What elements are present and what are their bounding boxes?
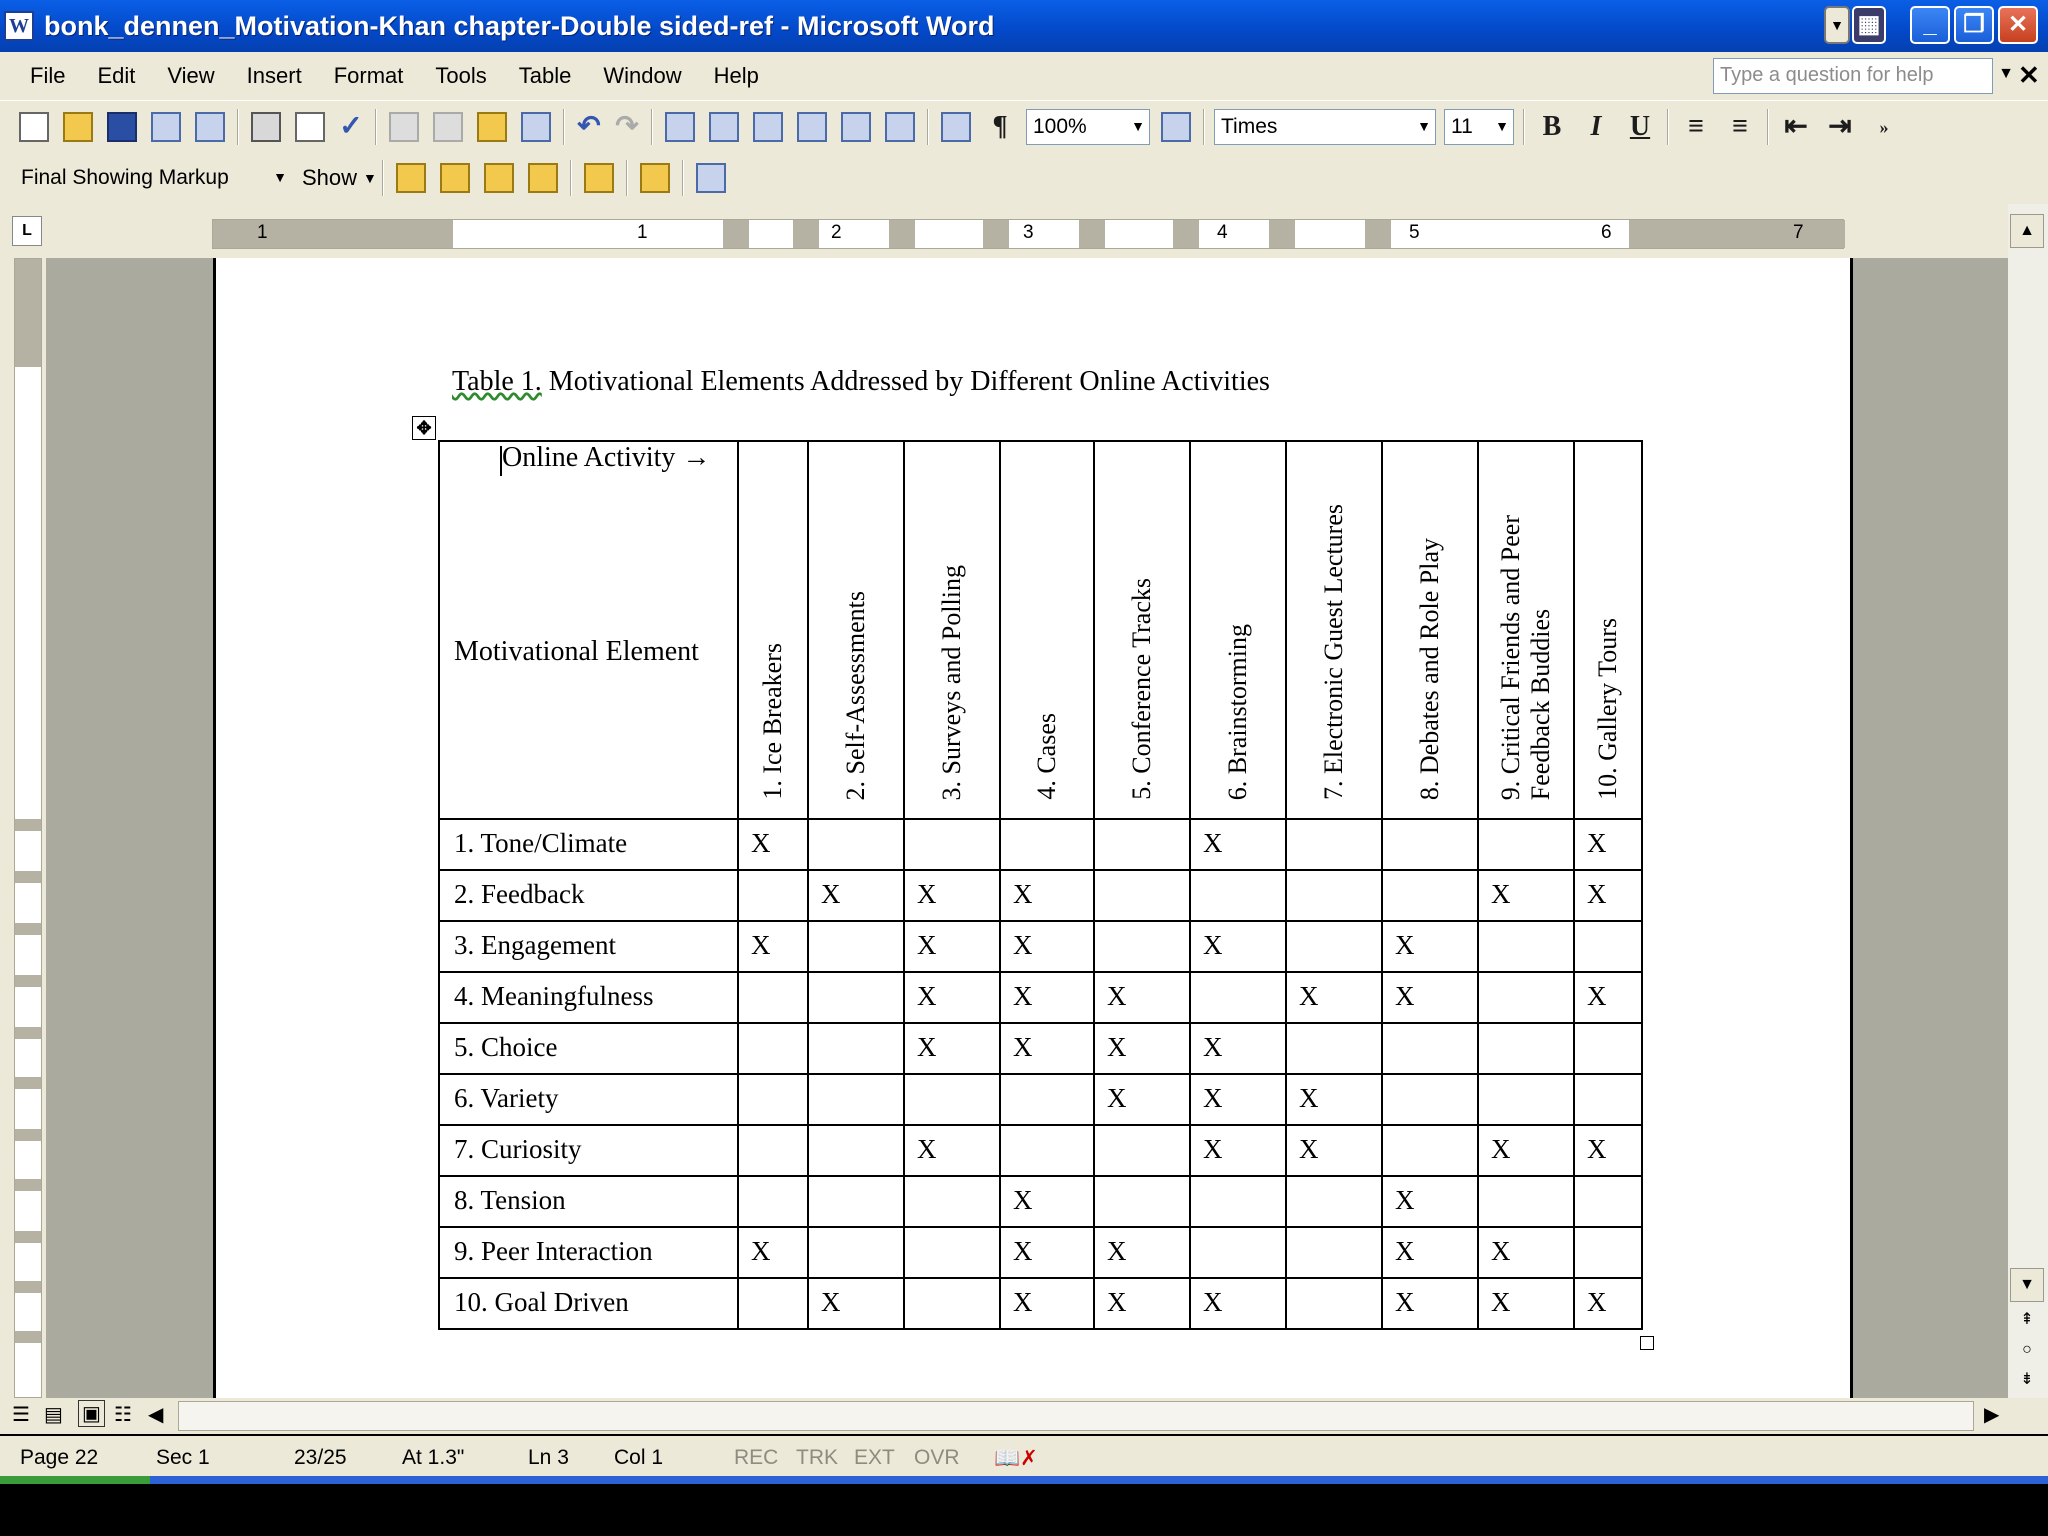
mark-cell[interactable] bbox=[904, 819, 1000, 870]
web-layout-icon[interactable]: ▤ bbox=[44, 1404, 63, 1426]
mark-cell[interactable] bbox=[808, 1074, 904, 1125]
activity-header[interactable] bbox=[738, 441, 808, 819]
mark-cell[interactable] bbox=[1478, 1074, 1574, 1125]
mark-cell[interactable]: X bbox=[1190, 1278, 1286, 1329]
activity-header[interactable] bbox=[1094, 441, 1190, 819]
activity-label: 9. Critical Friends and Peer Feedback Buddies bbox=[1496, 514, 1555, 800]
mark-cell[interactable]: X bbox=[1190, 1125, 1286, 1176]
table-row bbox=[439, 1278, 1642, 1329]
mark-cell[interactable] bbox=[1574, 1227, 1642, 1278]
spelling-icon[interactable]: ✓ bbox=[339, 109, 363, 141]
activity-header[interactable] bbox=[1286, 441, 1382, 819]
element-label[interactable]: 8. Tension bbox=[439, 1176, 738, 1227]
mark-cell[interactable]: X bbox=[1000, 1176, 1094, 1227]
mark-cell[interactable] bbox=[904, 1227, 1000, 1278]
vertical-ruler[interactable] bbox=[0, 258, 46, 1398]
menu-format[interactable]: Format bbox=[333, 63, 404, 88]
ruler-number: 6 bbox=[1601, 222, 1612, 243]
mark-cell[interactable] bbox=[808, 972, 904, 1023]
table-row bbox=[439, 921, 1642, 972]
align-left-icon[interactable]: ≡ bbox=[1688, 110, 1704, 142]
align-center-icon[interactable]: ≡ bbox=[1732, 110, 1748, 142]
ruler-number: 3 bbox=[1023, 222, 1034, 243]
mark-cell[interactable] bbox=[1574, 921, 1642, 972]
show-hide-icon[interactable]: ¶ bbox=[992, 110, 1008, 142]
mark-cell[interactable]: X bbox=[1000, 1278, 1094, 1329]
mark-cell[interactable] bbox=[1094, 1125, 1190, 1176]
mark-cell[interactable] bbox=[1286, 870, 1382, 921]
mark-cell[interactable] bbox=[1478, 1176, 1574, 1227]
mark-cell[interactable] bbox=[1574, 1176, 1642, 1227]
taskbar-strip bbox=[0, 1476, 2048, 1484]
cut-icon[interactable] bbox=[389, 112, 419, 142]
mark-cell[interactable] bbox=[904, 1176, 1000, 1227]
reviewing-pane-icon[interactable] bbox=[696, 163, 726, 193]
print-preview-icon[interactable] bbox=[295, 112, 325, 142]
mark-cell[interactable]: X bbox=[904, 921, 1000, 972]
activity-header[interactable] bbox=[1478, 441, 1574, 819]
ruler-number: 1 bbox=[637, 222, 648, 243]
toolbar-options-icon[interactable]: » bbox=[1879, 116, 1889, 137]
horizontal-scrollbar-area bbox=[0, 1398, 2048, 1434]
mark-cell[interactable] bbox=[738, 1125, 808, 1176]
mark-cell[interactable] bbox=[738, 1278, 808, 1329]
mark-cell[interactable] bbox=[1094, 870, 1190, 921]
track-changes-icon[interactable] bbox=[640, 163, 670, 193]
mark-cell[interactable]: X bbox=[1286, 1074, 1382, 1125]
minimize-button[interactable]: _ bbox=[1910, 6, 1950, 44]
activity-header[interactable] bbox=[1382, 441, 1478, 819]
mark-cell[interactable]: X bbox=[1190, 1023, 1286, 1074]
activity-label: 1. Ice Breakers bbox=[758, 643, 787, 800]
status-rec[interactable]: REC bbox=[734, 1446, 779, 1469]
mark-cell[interactable]: X bbox=[1000, 972, 1094, 1023]
mark-cell[interactable] bbox=[1094, 819, 1190, 870]
mark-cell[interactable]: X bbox=[1190, 1074, 1286, 1125]
scroll-up-icon[interactable]: ▲ bbox=[2010, 214, 2044, 248]
status-line: Ln 3 bbox=[528, 1446, 569, 1469]
mark-cell[interactable]: X bbox=[1574, 1125, 1642, 1176]
menu-insert[interactable]: Insert bbox=[246, 63, 302, 88]
mark-cell[interactable] bbox=[904, 1074, 1000, 1125]
mark-cell[interactable] bbox=[808, 1125, 904, 1176]
mark-cell[interactable]: X bbox=[1478, 870, 1574, 921]
mark-cell[interactable]: X bbox=[1000, 1023, 1094, 1074]
new-document-icon[interactable] bbox=[19, 112, 49, 142]
mark-cell[interactable] bbox=[1190, 1227, 1286, 1278]
menu-edit[interactable]: Edit bbox=[97, 63, 136, 88]
paste-icon[interactable] bbox=[477, 112, 507, 142]
activity-header[interactable] bbox=[1190, 441, 1286, 819]
ruler-number: 7 bbox=[1793, 222, 1804, 243]
mark-cell[interactable]: X bbox=[1574, 870, 1642, 921]
table-row bbox=[439, 1176, 1642, 1227]
element-label[interactable]: 1. Tone/Climate bbox=[439, 819, 738, 870]
mark-cell[interactable] bbox=[738, 870, 808, 921]
format-painter-icon[interactable] bbox=[521, 112, 551, 142]
motivation-table bbox=[438, 440, 1643, 1330]
mark-cell[interactable] bbox=[738, 1023, 808, 1074]
font-size-value: 11 bbox=[1451, 114, 1473, 138]
status-bar bbox=[0, 1436, 2048, 1480]
undo-icon[interactable]: ↶ bbox=[577, 109, 601, 141]
mark-cell[interactable]: X bbox=[904, 1023, 1000, 1074]
mark-cell[interactable]: X bbox=[1190, 819, 1286, 870]
mark-cell[interactable] bbox=[1190, 1176, 1286, 1227]
mark-cell[interactable] bbox=[904, 1278, 1000, 1329]
mark-cell[interactable]: X bbox=[808, 1278, 904, 1329]
mark-cell[interactable]: X bbox=[1094, 1074, 1190, 1125]
chevron-down-icon: ▼ bbox=[1131, 117, 1145, 134]
mark-cell[interactable]: X bbox=[738, 1227, 808, 1278]
mark-cell[interactable] bbox=[1094, 1176, 1190, 1227]
standard-toolbar bbox=[0, 100, 2048, 152]
activity-label: 2. Self-Assessments bbox=[841, 590, 870, 800]
reviewing-toolbar bbox=[0, 152, 2048, 204]
mark-cell[interactable]: X bbox=[1382, 1227, 1478, 1278]
activity-label: 4. Cases bbox=[1032, 713, 1061, 800]
mark-cell[interactable]: X bbox=[1000, 921, 1094, 972]
columns-icon[interactable] bbox=[841, 112, 871, 142]
help-search-input[interactable] bbox=[1713, 58, 2014, 94]
mark-cell[interactable] bbox=[1574, 1023, 1642, 1074]
mark-cell[interactable]: X bbox=[808, 870, 904, 921]
chevron-down-icon: ▼ bbox=[1417, 117, 1431, 134]
mark-cell[interactable]: X bbox=[1574, 819, 1642, 870]
browse-object-icon[interactable]: ○ bbox=[2022, 1341, 2032, 1358]
activity-label: 3. Surveys and Polling bbox=[937, 564, 966, 800]
language-dropdown-icon[interactable]: ▼ bbox=[1824, 6, 1850, 44]
caption-prefix: Table 1. bbox=[452, 366, 542, 397]
status-at: At 1.3" bbox=[402, 1446, 465, 1469]
outline-view-icon[interactable]: ☷ bbox=[114, 1404, 132, 1426]
close-document-icon[interactable]: ✕ bbox=[2018, 60, 2040, 90]
mark-cell[interactable] bbox=[738, 1176, 808, 1227]
mark-cell[interactable] bbox=[1094, 921, 1190, 972]
mark-cell[interactable] bbox=[1286, 1023, 1382, 1074]
scroll-left-icon[interactable]: ◀ bbox=[148, 1404, 164, 1426]
email-icon[interactable] bbox=[195, 112, 225, 142]
mark-cell[interactable]: X bbox=[1000, 1227, 1094, 1278]
mark-cell[interactable] bbox=[1574, 1074, 1642, 1125]
table-row bbox=[439, 1074, 1642, 1125]
element-label[interactable]: 9. Peer Interaction bbox=[439, 1227, 738, 1278]
italic-button[interactable]: I bbox=[1590, 110, 1602, 142]
motivational-element-label: Motivational Element bbox=[454, 636, 699, 667]
font-size-select[interactable] bbox=[1444, 109, 1514, 145]
mark-cell[interactable]: X bbox=[1286, 1125, 1382, 1176]
mark-cell[interactable] bbox=[1190, 972, 1286, 1023]
mark-cell[interactable]: X bbox=[1478, 1125, 1574, 1176]
menu-help[interactable]: Help bbox=[713, 63, 759, 88]
display-for-review-value: Final Showing Markup bbox=[21, 166, 229, 189]
menu-table[interactable]: Table bbox=[518, 63, 572, 88]
chevron-down-icon: ▼ bbox=[273, 169, 287, 185]
mark-cell[interactable] bbox=[738, 972, 808, 1023]
font-select[interactable] bbox=[1214, 109, 1436, 145]
mark-cell[interactable]: X bbox=[1478, 1227, 1574, 1278]
mark-cell[interactable] bbox=[808, 1023, 904, 1074]
status-ext[interactable]: EXT bbox=[854, 1446, 895, 1469]
table-row bbox=[439, 972, 1642, 1023]
mark-cell[interactable] bbox=[1382, 870, 1478, 921]
restore-button[interactable]: ❐ bbox=[1954, 6, 1994, 44]
ruler-number: 5 bbox=[1409, 222, 1420, 243]
tab-selector[interactable]: L bbox=[12, 216, 42, 246]
show-menu-button[interactable]: Show bbox=[302, 165, 358, 190]
language-bar-icon[interactable]: ▦ bbox=[1852, 6, 1886, 44]
status-section: Sec 1 bbox=[156, 1446, 210, 1469]
mark-cell[interactable]: X bbox=[1094, 1278, 1190, 1329]
open-icon[interactable] bbox=[63, 112, 93, 142]
mark-cell[interactable]: X bbox=[1478, 1278, 1574, 1329]
title-bar bbox=[0, 0, 2048, 52]
mark-cell[interactable]: X bbox=[1000, 870, 1094, 921]
element-label[interactable]: 2. Feedback bbox=[439, 870, 738, 921]
caption-text: Motivational Elements Addressed by Different Online Activities bbox=[548, 366, 1270, 397]
close-button[interactable]: ✕ bbox=[1998, 6, 2038, 44]
print-layout-icon[interactable]: ▣ bbox=[78, 1400, 105, 1427]
mark-cell[interactable] bbox=[808, 1227, 904, 1278]
mark-cell[interactable] bbox=[808, 1176, 904, 1227]
element-label[interactable]: 3. Engagement bbox=[439, 921, 738, 972]
menu-file[interactable]: File bbox=[30, 63, 66, 88]
status-column: Col 1 bbox=[614, 1446, 664, 1469]
next-change-icon[interactable] bbox=[440, 163, 470, 193]
table-row bbox=[439, 1023, 1642, 1074]
activity-header[interactable] bbox=[1574, 441, 1642, 819]
redo-icon[interactable]: ↷ bbox=[615, 109, 639, 141]
status-page: Page 22 bbox=[20, 1446, 99, 1469]
mark-cell[interactable] bbox=[1382, 819, 1478, 870]
help-icon[interactable] bbox=[1161, 112, 1191, 142]
insert-table-icon[interactable] bbox=[753, 112, 783, 142]
accept-change-icon[interactable] bbox=[484, 163, 514, 193]
document-map-icon[interactable] bbox=[941, 112, 971, 142]
mark-cell[interactable] bbox=[1190, 870, 1286, 921]
mark-cell[interactable] bbox=[738, 1074, 808, 1125]
horizontal-scroll-track[interactable] bbox=[178, 1401, 1974, 1431]
activity-header[interactable] bbox=[808, 441, 904, 819]
menu-window[interactable]: Window bbox=[603, 63, 682, 88]
copy-icon[interactable] bbox=[433, 112, 463, 142]
mark-cell[interactable]: X bbox=[1382, 921, 1478, 972]
activity-header[interactable] bbox=[904, 441, 1000, 819]
activity-label: 8. Debates and Role Play bbox=[1415, 537, 1444, 800]
decrease-indent-icon[interactable]: ⇤ bbox=[1784, 110, 1808, 142]
zoom-value: 100% bbox=[1033, 114, 1087, 138]
menu-tools[interactable]: Tools bbox=[435, 63, 487, 88]
vertical-scrollbar[interactable] bbox=[2008, 204, 2048, 1398]
drawing-icon[interactable] bbox=[885, 112, 915, 142]
table-move-handle-icon[interactable]: ✥ bbox=[412, 416, 436, 440]
status-trk[interactable]: TRK bbox=[796, 1446, 838, 1469]
table-row bbox=[439, 1125, 1642, 1176]
normal-view-icon[interactable]: ☰ bbox=[12, 1404, 30, 1426]
ruler-number: 1 bbox=[257, 222, 268, 243]
mark-cell[interactable]: X bbox=[1094, 1227, 1190, 1278]
element-label[interactable]: 4. Meaningfulness bbox=[439, 972, 738, 1023]
underline-button[interactable]: U bbox=[1629, 110, 1651, 142]
mark-cell[interactable]: X bbox=[1574, 1278, 1642, 1329]
word-app-icon[interactable]: W bbox=[4, 11, 34, 41]
activity-label: 6. Brainstorming bbox=[1223, 623, 1252, 800]
table-row bbox=[439, 1227, 1642, 1278]
mark-cell[interactable] bbox=[1286, 1278, 1382, 1329]
mark-cell[interactable]: X bbox=[1094, 972, 1190, 1023]
window-title: bonk_dennen_Motivation-Khan chapter-Double sided-ref - Microsoft Word bbox=[44, 10, 995, 41]
zoom-select[interactable] bbox=[1026, 109, 1150, 145]
horizontal-ruler[interactable] bbox=[0, 204, 2048, 258]
activity-label: 7. Electronic Guest Lectures bbox=[1319, 504, 1348, 800]
mark-cell[interactable] bbox=[1478, 819, 1574, 870]
mark-cell[interactable] bbox=[1478, 972, 1574, 1023]
corner-header-cell[interactable] bbox=[439, 441, 738, 819]
mark-cell[interactable]: X bbox=[904, 1125, 1000, 1176]
mark-cell[interactable] bbox=[1286, 1227, 1382, 1278]
permission-icon[interactable] bbox=[151, 112, 181, 142]
table-caption bbox=[452, 366, 1270, 398]
chevron-down-icon[interactable]: ▼ bbox=[363, 170, 377, 186]
hyperlink-icon[interactable] bbox=[665, 112, 695, 142]
mark-cell[interactable]: X bbox=[1094, 1023, 1190, 1074]
mark-cell[interactable] bbox=[1000, 1125, 1094, 1176]
mark-cell[interactable] bbox=[808, 921, 904, 972]
menu-view[interactable]: View bbox=[167, 63, 215, 88]
next-page-icon[interactable]: ⇟ bbox=[2020, 1371, 2034, 1388]
mark-cell[interactable]: X bbox=[1574, 972, 1642, 1023]
scroll-right-icon[interactable]: ▶ bbox=[1984, 1404, 2000, 1426]
font-value: Times bbox=[1221, 114, 1278, 138]
mark-cell[interactable] bbox=[1478, 1023, 1574, 1074]
table-resize-handle[interactable] bbox=[1640, 1336, 1654, 1350]
ruler-number: 4 bbox=[1217, 222, 1228, 243]
mark-cell[interactable] bbox=[808, 819, 904, 870]
status-page-count: 23/25 bbox=[294, 1446, 347, 1469]
element-label[interactable]: 7. Curiosity bbox=[439, 1125, 738, 1176]
table-row bbox=[439, 819, 1642, 870]
previous-change-icon[interactable] bbox=[396, 163, 426, 193]
mark-cell[interactable]: X bbox=[1286, 972, 1382, 1023]
chevron-down-icon[interactable]: ▼ bbox=[1998, 65, 2014, 82]
increase-indent-icon[interactable]: ⇥ bbox=[1828, 110, 1852, 142]
print-icon[interactable] bbox=[251, 112, 281, 142]
tables-borders-icon[interactable] bbox=[709, 112, 739, 142]
save-icon[interactable] bbox=[107, 112, 137, 142]
insert-comment-icon[interactable] bbox=[584, 163, 614, 193]
activity-label: 10. Gallery Tours bbox=[1593, 618, 1622, 800]
mark-cell[interactable]: X bbox=[904, 972, 1000, 1023]
mark-cell[interactable] bbox=[1000, 1074, 1094, 1125]
mark-cell[interactable]: X bbox=[1382, 1176, 1478, 1227]
element-label[interactable]: 5. Choice bbox=[439, 1023, 738, 1074]
online-activity-label: Online Activity → bbox=[502, 442, 711, 473]
element-label[interactable]: 6. Variety bbox=[439, 1074, 738, 1125]
status-ovr[interactable]: OVR bbox=[914, 1446, 960, 1469]
mark-cell[interactable]: X bbox=[1382, 972, 1478, 1023]
reject-change-icon[interactable] bbox=[528, 163, 558, 193]
insert-excel-icon[interactable] bbox=[797, 112, 827, 142]
mark-cell[interactable] bbox=[1286, 921, 1382, 972]
mark-cell[interactable] bbox=[1000, 819, 1094, 870]
mark-cell[interactable]: X bbox=[1382, 1278, 1478, 1329]
mark-cell[interactable] bbox=[1382, 1125, 1478, 1176]
ruler-number: 2 bbox=[831, 222, 842, 243]
mark-cell[interactable]: X bbox=[1190, 921, 1286, 972]
table-row bbox=[439, 870, 1642, 921]
mark-cell[interactable] bbox=[1478, 921, 1574, 972]
mark-cell[interactable] bbox=[1286, 1176, 1382, 1227]
mark-cell[interactable]: X bbox=[738, 819, 808, 870]
previous-page-icon[interactable]: ⇞ bbox=[2020, 1311, 2034, 1328]
mark-cell[interactable]: X bbox=[904, 870, 1000, 921]
chevron-down-icon: ▼ bbox=[1495, 117, 1509, 134]
mark-cell[interactable] bbox=[1382, 1074, 1478, 1125]
bold-button[interactable]: B bbox=[1542, 110, 1562, 142]
scroll-down-icon[interactable]: ▼ bbox=[2010, 1268, 2044, 1302]
spelling-status-icon[interactable]: 📖✗ bbox=[994, 1447, 1038, 1470]
help-placeholder: Type a question for help bbox=[1720, 64, 1934, 86]
element-label[interactable]: 10. Goal Driven bbox=[439, 1278, 738, 1329]
mark-cell[interactable]: X bbox=[738, 921, 808, 972]
display-for-review-select[interactable] bbox=[14, 160, 292, 196]
mark-cell[interactable] bbox=[1382, 1023, 1478, 1074]
mark-cell[interactable] bbox=[1286, 819, 1382, 870]
activity-label: 5. Conference Tracks bbox=[1127, 578, 1156, 800]
activity-header[interactable] bbox=[1000, 441, 1094, 819]
